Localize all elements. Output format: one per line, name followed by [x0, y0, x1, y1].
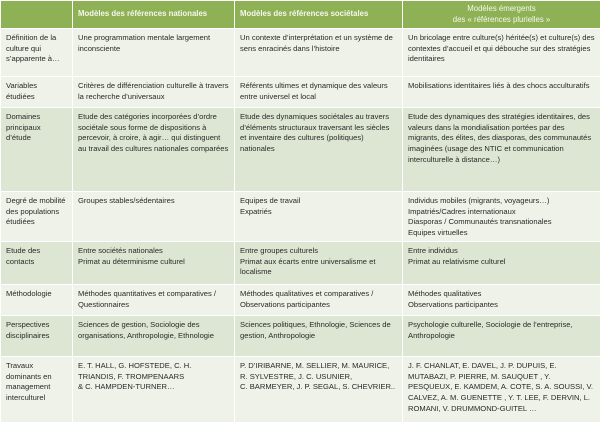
cell-national: E. T. HALL, G. HOFSTEDE, C. H. TRIANDIS, F. TROMPENAARS & C. HAMPDEN-TURNER…	[73, 357, 235, 423]
row-label: Domaines principaux d’étude	[1, 108, 73, 192]
cell-societal: Etude des dynamiques sociétales au travers d’éléments structuraux traversant les siècles et inventaire des cultures (politiques) nationales	[235, 108, 403, 192]
row-label: Etude des contacts	[1, 242, 73, 285]
cell-national: Entre sociétés nationales Primat au déterminisme culturel	[73, 242, 235, 285]
header-row	[1, 1, 600, 29]
cell-emerging: Individus mobiles (migrants, voyageurs…) Impatriés/Cadres internationaux Diasporas / Communautés transnationales Equipes virtuelles	[403, 192, 600, 242]
table-row	[1, 285, 600, 316]
row-label: Méthodologie	[1, 285, 73, 316]
cell-societal: Equipes de travail Expatriés	[235, 192, 403, 242]
row-label: Variables étudiées	[1, 77, 73, 108]
cell-national: Groupes stables/sédentaires	[73, 192, 235, 242]
cell-national: Sciences de gestion, Sociologie des organisations, Anthropologie, Ethnologie	[73, 316, 235, 357]
table-row	[1, 77, 600, 108]
cell-emerging: Méthodes qualitatives Observations participantes	[403, 285, 600, 316]
table-row	[1, 357, 600, 423]
cell-emerging: Psychologie culturelle, Sociologie de l’entreprise, Anthropologie	[403, 316, 600, 357]
cell-societal: Sciences politiques, Ethnologie, Sciences de gestion, Anthropologie	[235, 316, 403, 357]
header-emerging-models: Modèles émergents des « références plurielles »	[403, 1, 600, 29]
cell-societal: P. D’IRIBARNE, M. SELLIER, M. MAURICE, R. SYLVESTRE, J. C. USUNIER, C. BARMEYER, J. P. SEGAL, S. CHEVRIER..	[235, 357, 403, 423]
table-row	[1, 316, 600, 357]
table-row	[1, 29, 600, 77]
cell-national: Critères de différenciation culturelle à travers la recherche d’universaux	[73, 77, 235, 108]
table-row	[1, 242, 600, 285]
cell-societal: Un contexte d’interprétation et un système de sens enracinés dans l’histoire	[235, 29, 403, 77]
header-societal-models: Modèles des références sociétales	[235, 1, 403, 29]
header-national-models: Modèles des références nationales	[73, 1, 235, 29]
cell-emerging: Mobilisations identitaires liés à des chocs acculturatifs	[403, 77, 600, 108]
cell-emerging: Etude des dynamiques des stratégies identitaires, des valeurs dans la mondialisation portées par des migrants, des élites, des diasporas, des communautés imaginées (usage des NTIC et communication interculturelle à distance…)	[403, 108, 600, 192]
row-label: Définition de la culture qui s’apparente à…	[1, 29, 73, 77]
cell-societal: Entre groupes culturels Primat aux écarts entre universalisme et localisme	[235, 242, 403, 285]
cell-emerging: J. F. CHANLAT, E. DAVEL, J. P. DUPUIS, E. MUTABAZI, P. PIERRE, M. SAUQUET , Y. PESQUEUX, E. KAMDEM, A. COTE, S. A. SOUSSI, V. CALVEZ, A. M. GUENETTE , Y. T. LEE, F. DERVIN, L. ROMANI, V. DRUMMOND-GUITEL …	[403, 357, 600, 423]
cell-emerging: Entre individus Primat au relativisme culturel	[403, 242, 600, 285]
cell-national: Une programmation mentale largement inconsciente	[73, 29, 235, 77]
cell-societal: Méthodes qualitatives et comparatives / Observations participantes	[235, 285, 403, 316]
table-row	[1, 192, 600, 242]
cell-societal: Référents ultimes et dynamique des valeurs entre universel et local	[235, 77, 403, 108]
row-label: Perspectives disciplinaires	[1, 316, 73, 357]
cell-emerging: Un bricolage entre culture(s) héritée(s) et culture(s) des contextes d’accueil et qui débouche sur des stratégies identitaires	[403, 29, 600, 77]
row-label: Travaux dominants en management interculturel	[1, 357, 73, 423]
table-row	[1, 108, 600, 192]
row-label: Degré de mobilité des populations étudiées	[1, 192, 73, 242]
header-corner	[1, 1, 73, 29]
cell-national: Etude des catégories incorporées d’ordre sociétale sous forme de dispositions à percevoir, à croire, à agir… qui distinguent au travail des cultures nationales comparées	[73, 108, 235, 192]
cell-national: Méthodes quantitatives et comparatives / Questionnaires	[73, 285, 235, 316]
